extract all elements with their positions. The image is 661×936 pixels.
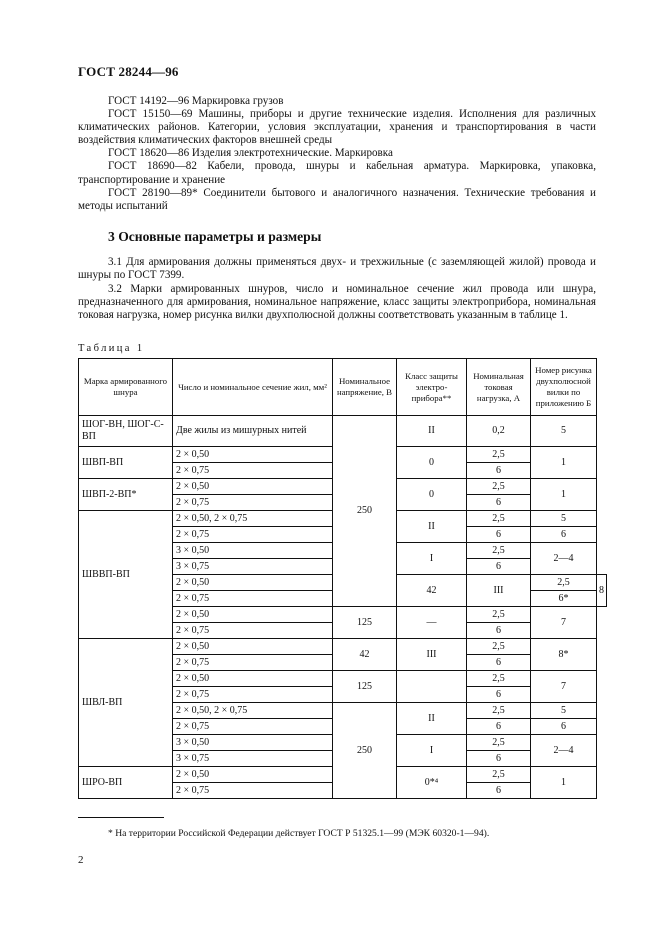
current-cell: 0,2 [467,416,531,447]
current-cell: 6 [467,527,531,543]
section-cell: 2 × 0,50 [173,447,333,463]
section-body [78,256,596,323]
header-section: Число и номинальное сечение жил, мм² [173,359,333,416]
reference-item: ГОСТ 15150—69 Машины, приборы и другие технические изделия. Исполнения для различных климатических районов. Категории, условия эксплуатации, хранения и транспортирования в части воздействия климатических факторов внешней среды [78,108,596,147]
section-cell: 3 × 0,50 [173,543,333,559]
voltage-cell: 42 [333,639,397,671]
table-header-row [79,359,607,416]
current-cell: 2,5 [467,607,531,623]
current-cell: 6 [467,751,531,767]
brand-cell: ШВП-ВП [79,447,173,479]
section-cell: 2 × 0,75 [173,527,333,543]
table-caption: Таблица 1 [78,343,145,354]
section-cell: 2 × 0,50 [173,639,333,655]
section-cell: 2 × 0,75 [173,687,333,703]
current-cell: 2,5 [467,543,531,559]
class-cell: I [397,735,467,767]
section-cell: 2 × 0,50 [173,575,333,591]
header-class: Класс защиты электро-прибора** [397,359,467,416]
current-cell: 6 [467,719,531,735]
section-cell: 2 × 0,75 [173,463,333,479]
figure-cell: 6 [531,527,597,543]
figure-cell: 8* [531,639,597,671]
section-cell: 2 × 0,75 [173,655,333,671]
section-cell: 2 × 0,50 [173,479,333,495]
section-cell: 2 × 0,75 [173,623,333,639]
figure-cell: 7 [531,607,597,639]
current-cell: 6 [467,463,531,479]
current-cell: 2,5 [467,511,531,527]
section-cell: 2 × 0,50 [173,767,333,783]
voltage-cell: 250 [333,703,397,799]
section-cell: 2 × 0,75 [173,591,333,607]
header-brand: Марка армированного шнура [79,359,173,416]
reference-item: ГОСТ 18620—86 Изделия электротехнические. Маркировка [108,147,393,160]
current-cell: 6 [467,687,531,703]
section-cell: Две жилы из мишурных нитей [173,416,333,447]
section-cell: 3 × 0,75 [173,559,333,575]
class-cell: 0*⁴ [397,767,467,799]
voltage-cell: 125 [333,671,397,703]
current-cell: 6 [467,623,531,639]
class-cell: II [397,511,467,543]
voltage-cell: 42 [397,575,467,607]
section-cell: 2 × 0,50, 2 × 0,75 [173,703,333,719]
section-cell: 2 × 0,75 [173,783,333,799]
section-title: 3 Основные параметры и размеры [108,229,322,244]
current-cell: 2,5 [467,479,531,495]
brand-cell: ШОГ-ВН, ШОГ-С-ВП [79,416,173,447]
class-cell [397,671,467,703]
class-cell: II [397,416,467,447]
section-cell: 3 × 0,75 [173,751,333,767]
section-cell: 2 × 0,75 [173,495,333,511]
section-cell: 2 × 0,50, 2 × 0,75 [173,511,333,527]
current-cell: 2,5 [467,735,531,751]
section-cell: 2 × 0,75 [173,719,333,735]
brand-cell: ШВВП-ВП [79,511,173,639]
current-cell: 2,5 [467,447,531,463]
reference-item: ГОСТ 28190—89* Соединители бытового и аналогичного назначения. Технические требования и методы испытаний [78,186,596,212]
figure-cell: 2—4 [531,543,597,575]
current-cell: 6 [467,559,531,575]
document-header: ГОСТ 28244—96 [78,64,179,79]
class-cell: 0 [397,447,467,479]
current-cell: 2,5 [467,767,531,783]
brand-cell: ШВП-2-ВП* [79,479,173,511]
section-cell: 2 × 0,50 [173,671,333,687]
parameters-table [78,358,607,799]
figure-cell: 5 [531,416,597,447]
figure-cell: 1 [531,447,597,479]
current-cell: 6 [467,783,531,799]
class-cell: — [397,607,467,639]
brand-cell: ШРО-ВП [79,767,173,799]
header-voltage: Номинальное напряжение, В [333,359,397,416]
table-row [79,639,607,655]
figure-cell: 1 [531,767,597,799]
class-cell: I [397,543,467,575]
class-cell: III [397,639,467,671]
brand-cell: ШВЛ-ВП [79,639,173,767]
footnote: * На территории Российской Федерации действует ГОСТ Р 51325.1—99 (МЭК 60320-1—94). [108,828,490,839]
paragraph-3-2: 3.2 Марки армированных шнуров, число и номинальное сечение жил провода или шнура, предназначенного для армирования, номинальное напряжение, класс защиты электроприбора, номинальная токовая нагрузка, номер рисунка вилки двухполюсной должны соответствовать указанным в таблице 1. [78,283,596,322]
paragraph-3-1: 3.1 Для армирования должны применяться двух- и трехжильные (с заземляющей жилой) провода и шнуры по ГОСТ 7399. [78,256,596,282]
section-cell: 2 × 0,50 [173,607,333,623]
voltage-cell: 125 [333,607,397,639]
current-cell: 2,5 [467,639,531,655]
figure-cell: 2—4 [531,735,597,767]
page-number: 2 [78,854,84,866]
reference-item: ГОСТ 14192—96 Маркировка грузов [108,95,284,107]
figure-cell: 5 [531,703,597,719]
class-cell: III [467,575,531,607]
current-cell: 6 [467,655,531,671]
class-cell: II [397,703,467,735]
current-cell: 6 [467,495,531,511]
current-cell: 2,5 [531,575,597,591]
current-cell: 2,5 [467,671,531,687]
current-cell: 2,5 [467,703,531,719]
figure-cell: 5 [531,511,597,527]
figure-cell: 6 [531,719,597,735]
header-current: Номинальная токовая нагрузка, А [467,359,531,416]
section-cell: 3 × 0,50 [173,735,333,751]
reference-item: ГОСТ 18690—82 Кабели, провода, шнуры и кабельная арматура. Маркировка, упаковка, транспортирование и хранение [78,160,596,186]
current-cell: 6* [531,591,597,607]
voltage-cell: 250 [333,416,397,607]
table-row [79,416,607,447]
figure-cell: 7 [531,671,597,703]
header-figure: Номер рисунка двухполюсной вилки по приложению Б [531,359,597,416]
references-list [78,95,596,213]
figure-cell: 8 [597,575,607,607]
figure-cell: 1 [531,479,597,511]
class-cell: 0 [397,479,467,511]
footnote-divider [78,817,164,818]
